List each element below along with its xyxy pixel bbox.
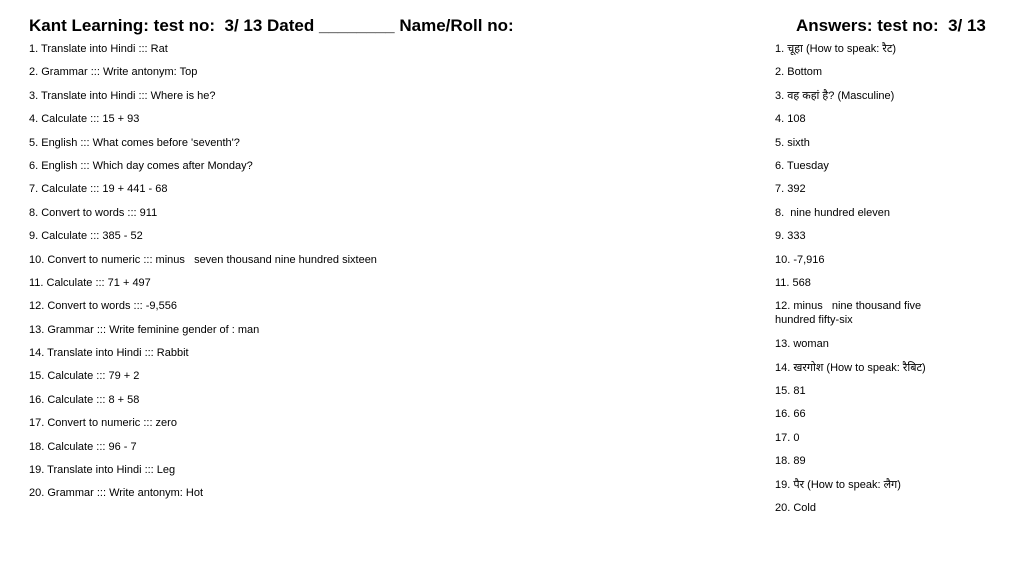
worksheet-title: Kant Learning: test no: 3/ 13 Dated ________ Name/Roll no: [29, 16, 514, 35]
answers-list [775, 42, 945, 524]
answer-item: 14. खरगोश (How to speak: रैबिट) [775, 361, 926, 374]
answer-item: 11. 568 [775, 276, 811, 289]
question-item: 3. Translate into Hindi ::: Where is he? [29, 89, 216, 102]
answer-item: 7. 392 [775, 183, 806, 196]
question-item: 17. Convert to numeric ::: zero [29, 417, 177, 430]
question-item: 7. Calculate ::: 19 + 441 - 68 [29, 183, 168, 196]
answer-item: 3. वह कहां है? (Masculine) [775, 89, 895, 102]
question-item: 6. English ::: Which day comes after Monday? [29, 159, 253, 172]
answer-item: 20. Cold [775, 502, 816, 515]
answer-item: 8. nine hundred eleven [775, 206, 890, 219]
answer-item: 18. 89 [775, 455, 806, 468]
answer-item: 2. Bottom [775, 66, 823, 79]
answer-item: 12. minus nine thousand five hundred fifty-six [775, 300, 925, 327]
answer-item: 9. 333 [775, 230, 806, 243]
question-item: 2. Grammar ::: Write antonym: Top [29, 66, 198, 79]
question-item: 1. Translate into Hindi ::: Rat [29, 43, 168, 55]
answer-item: 19. पैर (How to speak: लैग) [775, 478, 901, 491]
answer-item: 1. चूहा (How to speak: रैट) [775, 43, 897, 55]
question-item: 20. Grammar ::: Write antonym: Hot [29, 487, 204, 500]
answer-item: 15. 81 [775, 385, 806, 398]
question-item: 15. Calculate ::: 79 + 2 [29, 370, 140, 383]
question-item: 8. Convert to words ::: 911 [29, 206, 158, 219]
question-item: 12. Convert to words ::: -9,556 [29, 300, 177, 313]
answer-item: 6. Tuesday [775, 159, 829, 172]
question-item: 5. English ::: What comes before 'seventh'? [29, 136, 240, 149]
question-item: 16. Calculate ::: 8 + 58 [29, 393, 140, 406]
answer-item: 4. 108 [775, 113, 806, 126]
question-item: 4. Calculate ::: 15 + 93 [29, 113, 140, 126]
answer-item: 5. sixth [775, 136, 810, 149]
answer-item: 13. woman [775, 338, 829, 351]
question-item: 19. Translate into Hindi ::: Leg [29, 464, 176, 477]
question-item: 11. Calculate ::: 71 + 497 [29, 276, 151, 289]
question-item: 18. Calculate ::: 96 - 7 [29, 440, 137, 453]
answers-title: Answers: test no: 3/ 13 [796, 16, 986, 35]
question-item: 13. Grammar ::: Write feminine gender of : man [29, 323, 260, 336]
question-item: 14. Translate into Hindi ::: Rabbit [29, 347, 189, 360]
answer-item: 16. 66 [775, 408, 806, 421]
answer-item: 17. 0 [775, 431, 800, 444]
questions-list [29, 42, 749, 510]
answer-item: 10. -7,916 [775, 253, 825, 266]
question-item: 10. Convert to numeric ::: minus seven thousand nine hundred sixteen [29, 253, 377, 266]
question-item: 9. Calculate ::: 385 - 52 [29, 230, 143, 243]
